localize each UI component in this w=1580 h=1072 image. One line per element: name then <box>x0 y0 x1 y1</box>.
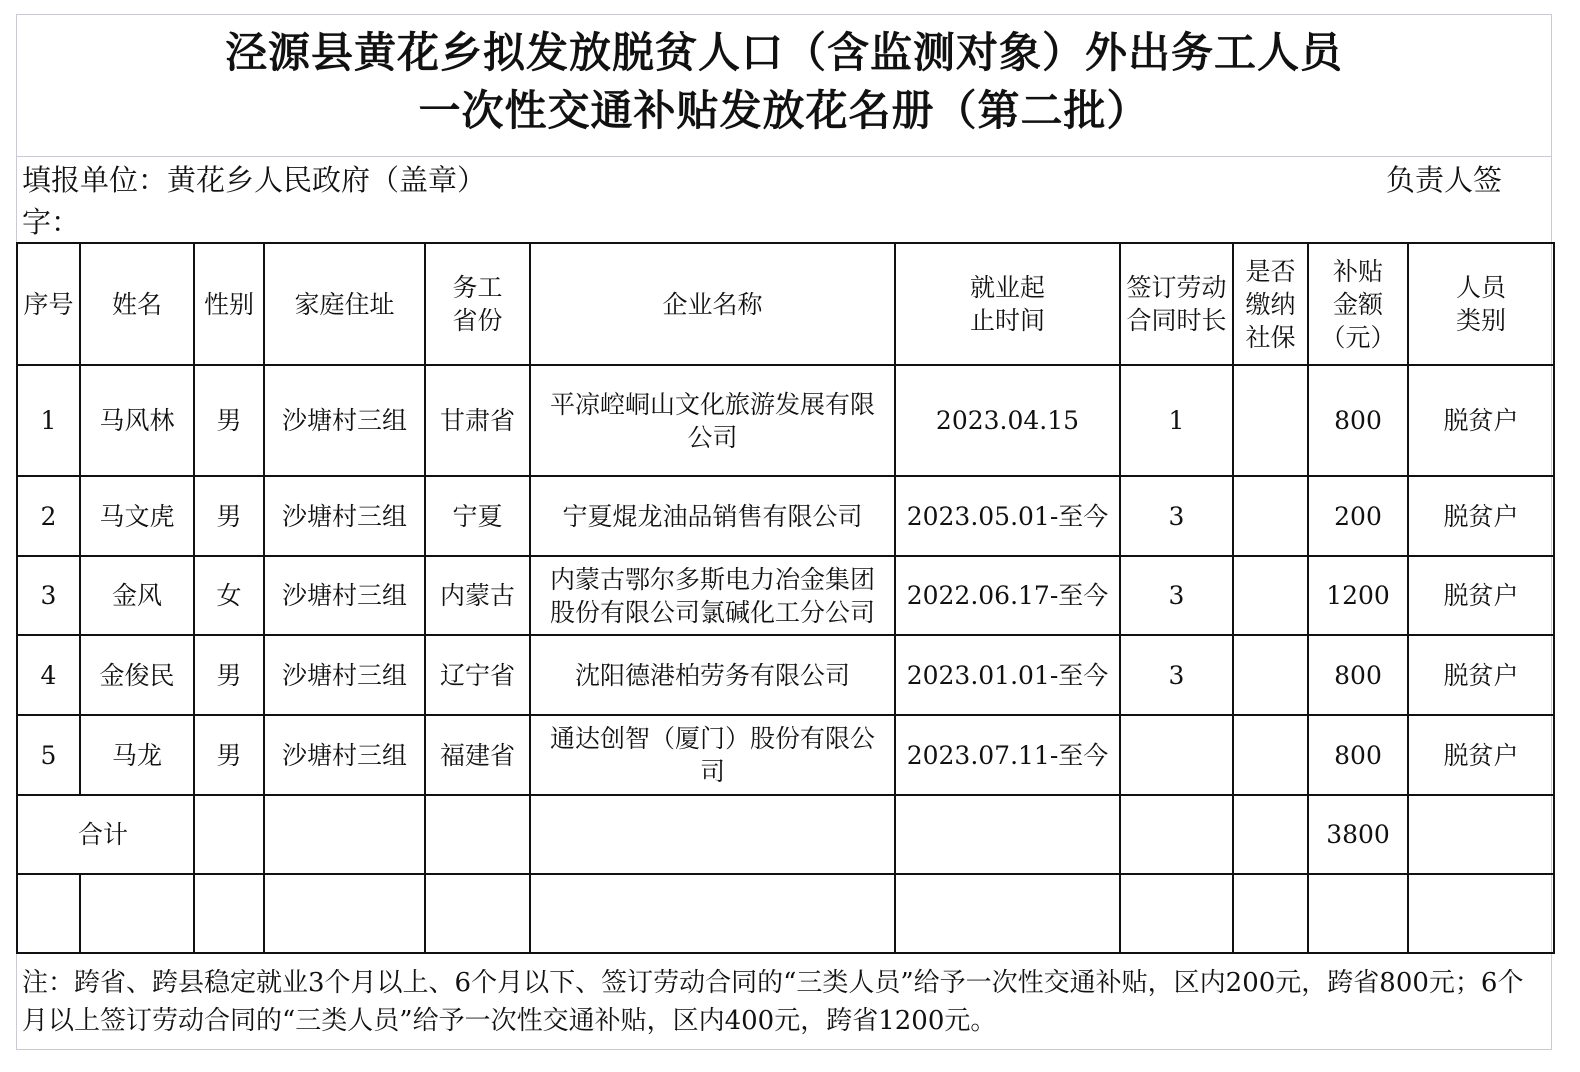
blank-cell <box>1233 874 1308 953</box>
cell-company: 沈阳德港柏劳务有限公司 <box>530 635 895 715</box>
cell-category: 脱贫户 <box>1408 635 1554 715</box>
header-category: 人员 类别 <box>1408 243 1554 365</box>
total-label: 合计 <box>17 795 194 874</box>
cell-province: 宁夏 <box>425 476 530 556</box>
cell-period: 2023.05.01-至今 <box>895 476 1120 556</box>
cell-name: 马文虎 <box>80 476 194 556</box>
cell-period: 2022.06.17-至今 <box>895 556 1120 635</box>
total-amount: 3800 <box>1308 795 1408 874</box>
blank-cell <box>1308 874 1408 953</box>
cell-insurance <box>1233 635 1308 715</box>
total-empty-cell <box>1120 795 1233 874</box>
blank-cell <box>264 874 425 953</box>
title-line-1: 泾源县黄花乡拟发放脱贫人口（含监测对象）外出务工人员 <box>224 28 1343 77</box>
cell-category: 脱贫户 <box>1408 556 1554 635</box>
cell-gender: 女 <box>194 556 264 635</box>
table-row <box>17 556 1554 635</box>
cell-company: 通达创智（厦门）股份有限公司 <box>530 715 895 795</box>
signer-label: 负责人签 <box>1386 163 1503 197</box>
cell-index: 5 <box>17 715 80 795</box>
header-gender: 性别 <box>194 243 264 365</box>
header-company: 企业名称 <box>530 243 895 365</box>
header-name: 姓名 <box>80 243 194 365</box>
cell-gender: 男 <box>194 635 264 715</box>
header-address: 家庭住址 <box>264 243 425 365</box>
cell-address: 沙塘村三组 <box>264 635 425 715</box>
header-row <box>17 243 1554 365</box>
blank-cell <box>80 874 194 953</box>
cell-name: 马风林 <box>80 365 194 476</box>
cell-period: 2023.01.01-至今 <box>895 635 1120 715</box>
table-row <box>17 476 1554 556</box>
blank-cell <box>530 874 895 953</box>
blank-cell <box>17 874 80 953</box>
header-insurance: 是否 缴纳 社保 <box>1233 243 1308 365</box>
cell-name: 马龙 <box>80 715 194 795</box>
total-empty-cell <box>895 795 1120 874</box>
cell-insurance <box>1233 715 1308 795</box>
cell-gender: 男 <box>194 365 264 476</box>
blank-cell <box>194 874 264 953</box>
signer-label-continued: 字： <box>22 205 81 239</box>
header-province: 务工 省份 <box>425 243 530 365</box>
cell-index: 2 <box>17 476 80 556</box>
cell-amount: 800 <box>1308 715 1408 795</box>
total-empty-cell <box>530 795 895 874</box>
cell-contract: 1 <box>1120 365 1233 476</box>
header-index: 序号 <box>17 243 80 365</box>
header-amount: 补贴 金额 （元） <box>1308 243 1408 365</box>
blank-cell <box>895 874 1120 953</box>
cell-gender: 男 <box>194 476 264 556</box>
header-period: 就业起 止时间 <box>895 243 1120 365</box>
cell-category: 脱贫户 <box>1408 476 1554 556</box>
cell-address: 沙塘村三组 <box>264 365 425 476</box>
cell-address: 沙塘村三组 <box>264 556 425 635</box>
cell-contract: 3 <box>1120 635 1233 715</box>
table-row <box>17 635 1554 715</box>
cell-province: 辽宁省 <box>425 635 530 715</box>
table-row <box>17 715 1554 795</box>
cell-contract: 3 <box>1120 556 1233 635</box>
cell-contract: 3 <box>1120 476 1233 556</box>
cell-name: 金风 <box>80 556 194 635</box>
cell-company: 平凉崆峒山文化旅游发展有限公司 <box>530 365 895 476</box>
total-row <box>17 795 1554 874</box>
blank-row <box>17 874 1554 953</box>
cell-amount: 800 <box>1308 635 1408 715</box>
blank-cell <box>1120 874 1233 953</box>
title-line-2: 一次性交通补贴发放花名册（第二批） <box>418 86 1150 135</box>
blank-cell <box>425 874 530 953</box>
total-empty-cell <box>1233 795 1308 874</box>
cell-company: 内蒙古鄂尔多斯电力冶金集团股份有限公司氯碱化工分公司 <box>530 556 895 635</box>
blank-cell <box>1408 874 1554 953</box>
header-contract: 签订劳动 合同时长 <box>1120 243 1233 365</box>
cell-period: 2023.04.15 <box>895 365 1120 476</box>
total-empty-cell <box>194 795 264 874</box>
total-empty-cell <box>1408 795 1554 874</box>
cell-amount: 1200 <box>1308 556 1408 635</box>
title-divider <box>16 156 1552 157</box>
cell-category: 脱贫户 <box>1408 715 1554 795</box>
cell-index: 4 <box>17 635 80 715</box>
cell-index: 1 <box>17 365 80 476</box>
cell-name: 金俊民 <box>80 635 194 715</box>
total-empty-cell <box>264 795 425 874</box>
document-title <box>16 24 1552 140</box>
total-empty-cell <box>425 795 530 874</box>
cell-contract <box>1120 715 1233 795</box>
cell-amount: 800 <box>1308 365 1408 476</box>
cell-province: 福建省 <box>425 715 530 795</box>
cell-address: 沙塘村三组 <box>264 476 425 556</box>
cell-period: 2023.07.11-至今 <box>895 715 1120 795</box>
cell-company: 宁夏焜龙油品销售有限公司 <box>530 476 895 556</box>
cell-gender: 男 <box>194 715 264 795</box>
cell-category: 脱贫户 <box>1408 365 1554 476</box>
cell-index: 3 <box>17 556 80 635</box>
cell-insurance <box>1233 365 1308 476</box>
cell-insurance <box>1233 476 1308 556</box>
cell-insurance <box>1233 556 1308 635</box>
roster-table <box>16 242 1555 954</box>
cell-address: 沙塘村三组 <box>264 715 425 795</box>
table-row <box>17 365 1554 476</box>
cell-province: 内蒙古 <box>425 556 530 635</box>
footnote: 注：跨省、跨县稳定就业3个月以上、6个月以下、签订劳动合同的“三类人员”给予一次性交通补贴，区内200元，跨省800元；6个月以上签订劳动合同的“三类人员”给予一次性交通补贴，区内400元，跨省1200元。 <box>22 968 1524 1036</box>
cell-province: 甘肃省 <box>425 365 530 476</box>
reporting-unit: 填报单位：黄花乡人民政府（盖章） <box>22 163 487 197</box>
cell-amount: 200 <box>1308 476 1408 556</box>
